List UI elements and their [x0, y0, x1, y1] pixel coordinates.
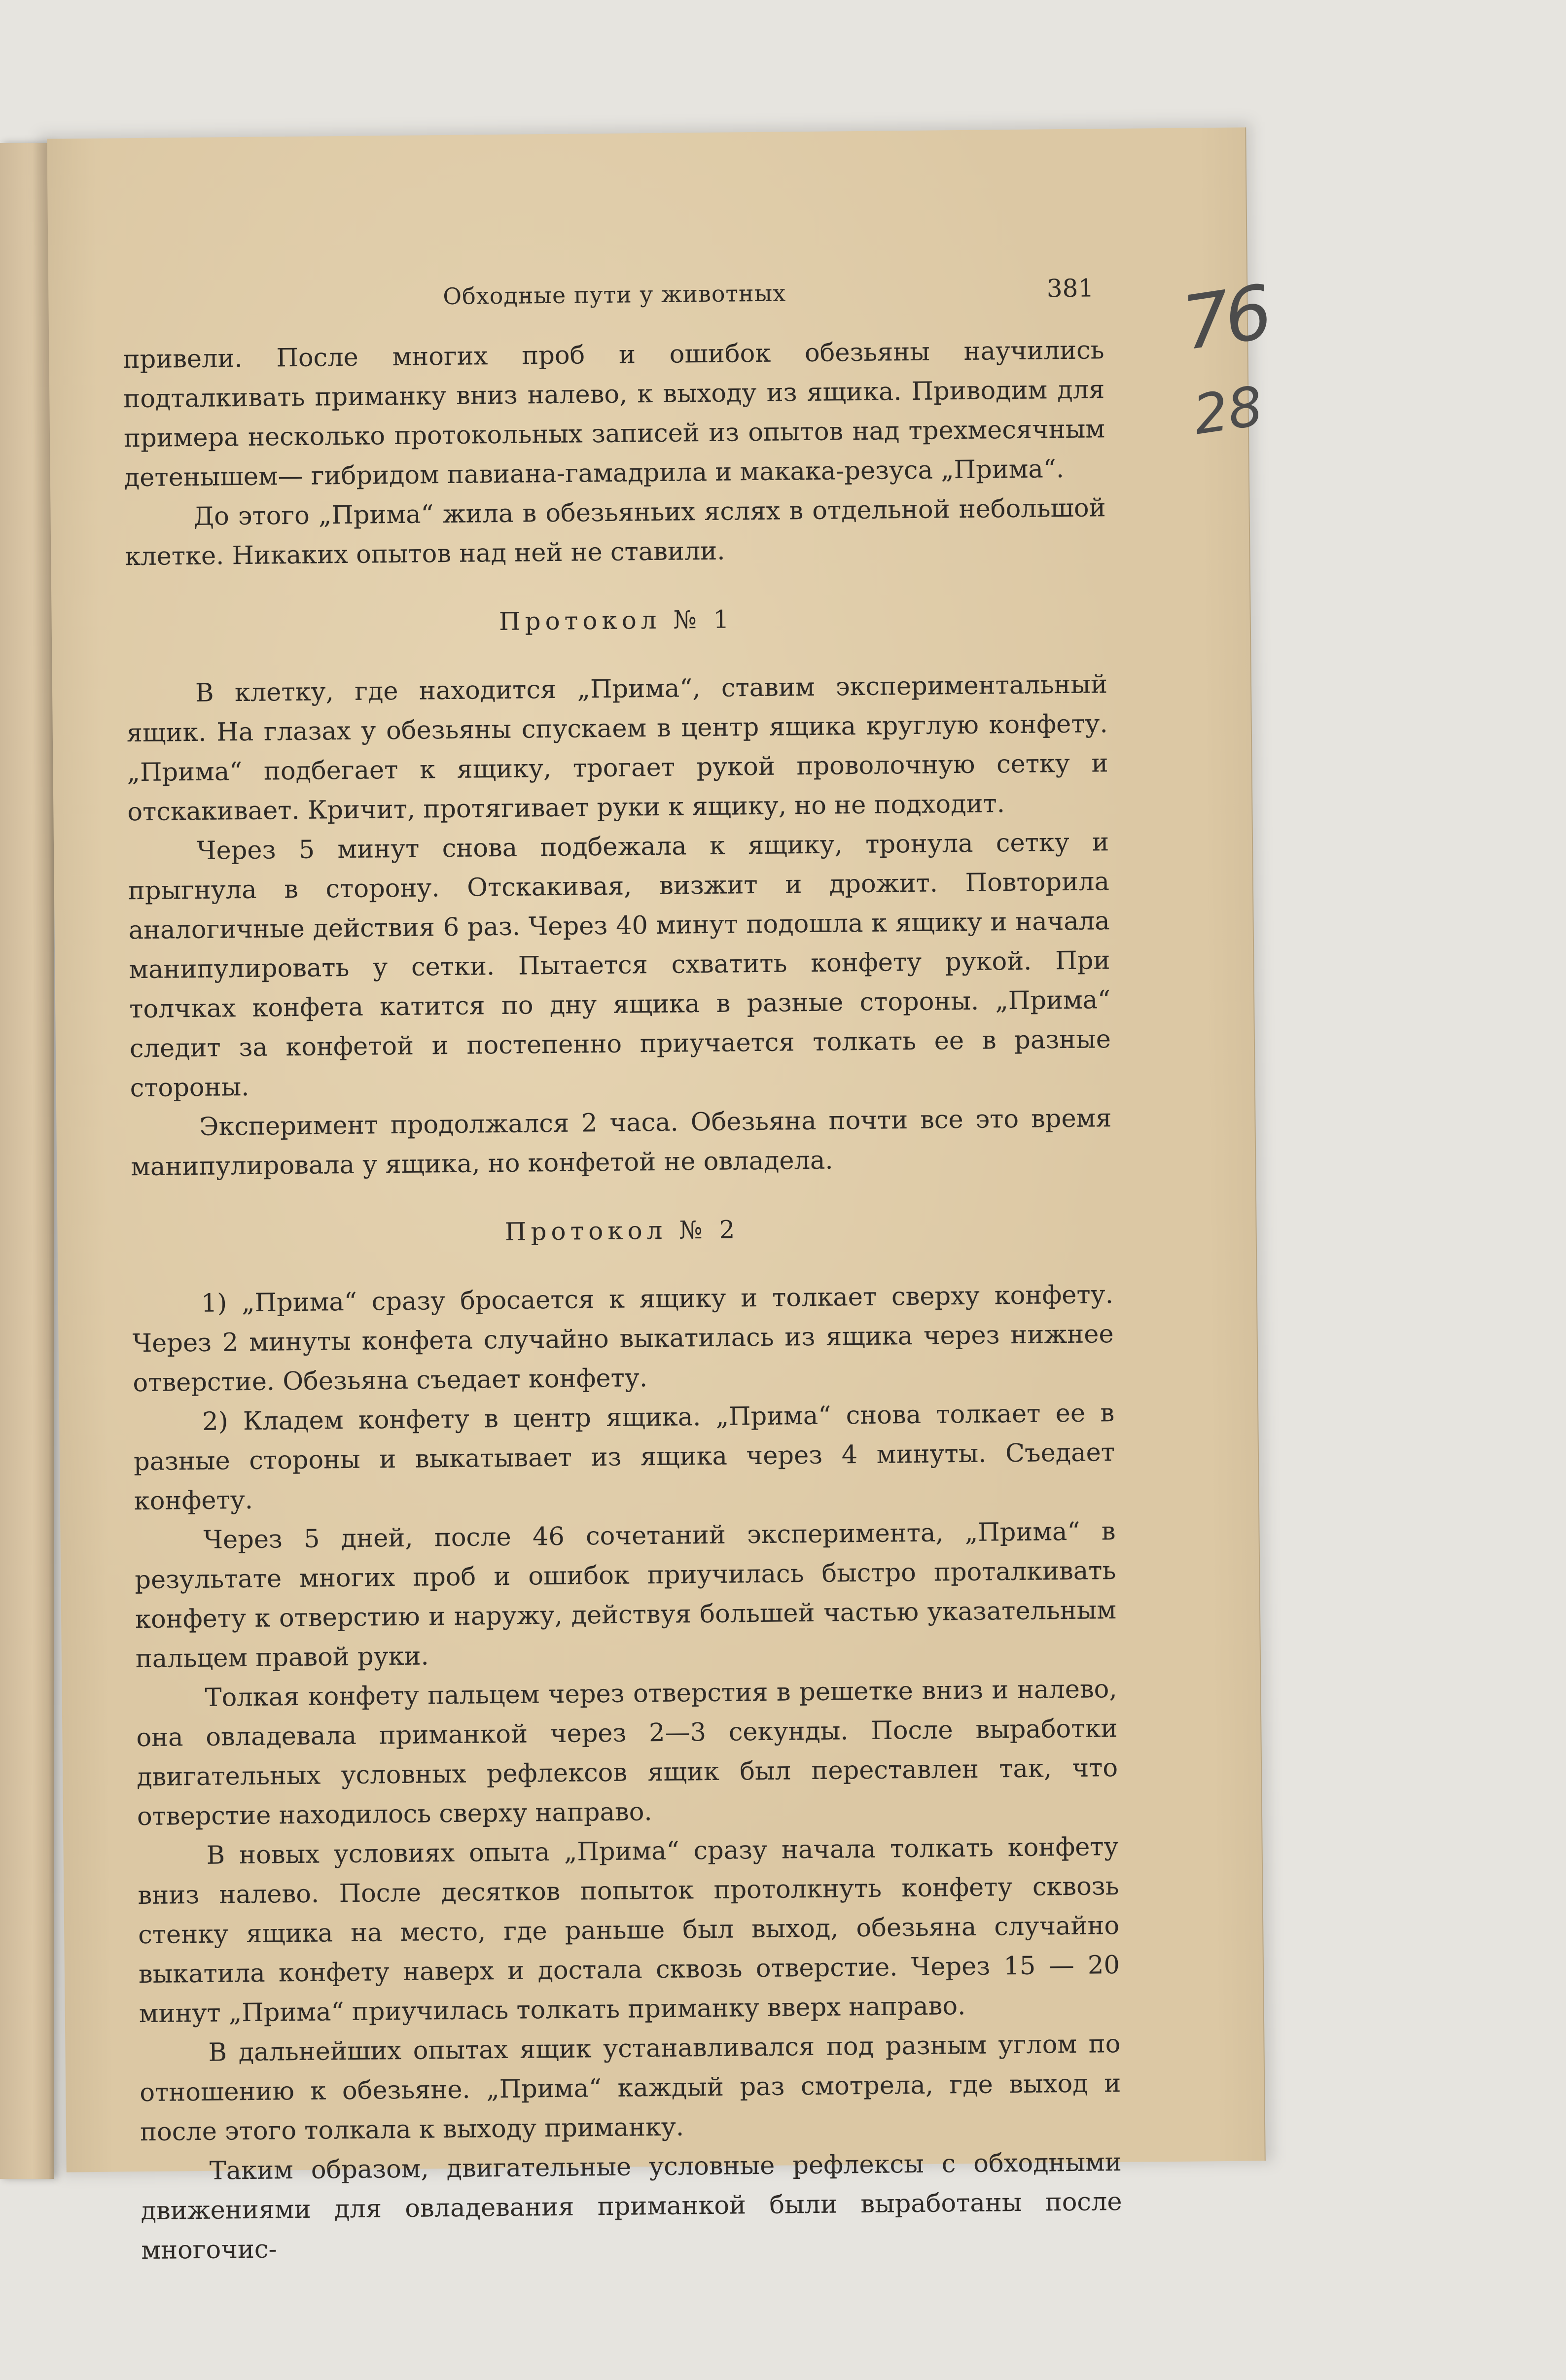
paragraph: привели. После многих проб и ошибок обезьяны научились подталкивать приманку вниз налево, к выходу из ящика. Приводим для примера несколько протокольных записей из опытов над трехмесячным детенышем— гибридом павиана-гамадрила и макака-резуса „Прима“.: [123, 336, 1105, 493]
paragraph: 2) Кладем конфету в центр ящика. „Прима“ снова толкает ее в разные стороны и выкатывает из ящика через 4 минуты. Съедает конфету.: [133, 1399, 1115, 1516]
paragraph: 1) „Прима“ сразу бросается к ящику и толкает сверху конфету. Через 2 минуты конфета случайно выкатилась из ящика через нижнее отверстие. Обезьяна съедает конфету.: [132, 1280, 1114, 1398]
handwritten-number-bottom: 28: [1189, 374, 1267, 447]
paragraph: Толкая конфету пальцем через отверстия в решетке вниз и налево, она овладевала приманкой через 2—3 секунды. После выработки двигательных условных рефлексов ящик был переставлен так, что отверстие находилось сверху направо.: [136, 1675, 1118, 1832]
paragraph: Через 5 дней, после 46 сочетаний эксперимента, „Прима“ в результате многих проб и ошибок приучилась быстро проталкивать конфету к отверстию и наружу, действуя большей частью указательным пальцем правой руки.: [135, 1517, 1117, 1674]
paragraph: Эксперимент продолжался 2 часа. Обезьяна почти все это время манипулировала у ящика, но конфетой не овладела.: [131, 1104, 1112, 1182]
paragraph: В клетку, где находится „Прима“, ставим экспериментальный ящик. На глазах у обезьяны спускаем в центр ящика круглую конфету. „Прима“ подбегает к ящику, трогает рукой проволочную сетку и отскакивает. Кричит, протягивает руки к ящику, но не подходит.: [126, 670, 1108, 827]
text-block: [122, 272, 1122, 2266]
paragraph: До этого „Прима“ жила в обезьяньих яслях в отдельной небольшой клетке. Никаких опытов над ней не ставили.: [125, 493, 1106, 572]
body-text: [123, 331, 1122, 2271]
book-page: [47, 127, 1273, 2266]
handwritten-annotations: [1176, 270, 1297, 453]
paragraph: Таким образом, двигательные условные рефлексы с обходными движениями для овладевания приманкой были выработаны после многочис-: [141, 2148, 1122, 2266]
paragraph: В дальнейших опытах ящик устанавливался под разным углом по отношению к обезьяне. „Прима“ каждый раз смотрела, где выход и после этого толкала к выходу приманку.: [140, 2030, 1121, 2147]
paragraph: В новых условиях опыта „Прима“ сразу начала толкать конфету вниз налево. После десятков попыток протолкнуть конфету сквозь стенку ящика на место, где раньше был выход, обезьяна случайно выкатила конфету наверх и достала сквозь отверстие. Через 15 — 20 минут „Прима“ приучилась толкать приманку вверх направо.: [138, 1832, 1120, 2029]
section-heading: Протокол № 2: [504, 1215, 740, 1246]
page-number: 381: [1046, 274, 1094, 303]
handwritten-number-top: 76: [1176, 270, 1273, 367]
running-title: Обходные пути у животных: [443, 280, 786, 310]
running-head: [122, 272, 1104, 320]
section-heading: Протокол № 1: [498, 605, 734, 636]
paragraph: Через 5 минут снова подбежала к ящику, тронула сетку и прыгнула в сторону. Отскакивая, визжит и дрожит. Повторила аналогичные действия 6 раз. Через 40 минут подошла к ящику и начала манипулировать у сетки. Пытается схватить конфету рукой. При толчках конфета катится по дну ящика в разные стороны. „Прима“ следит за конфетой и постепенно приучается толкать ее в разные стороны.: [128, 828, 1111, 1103]
